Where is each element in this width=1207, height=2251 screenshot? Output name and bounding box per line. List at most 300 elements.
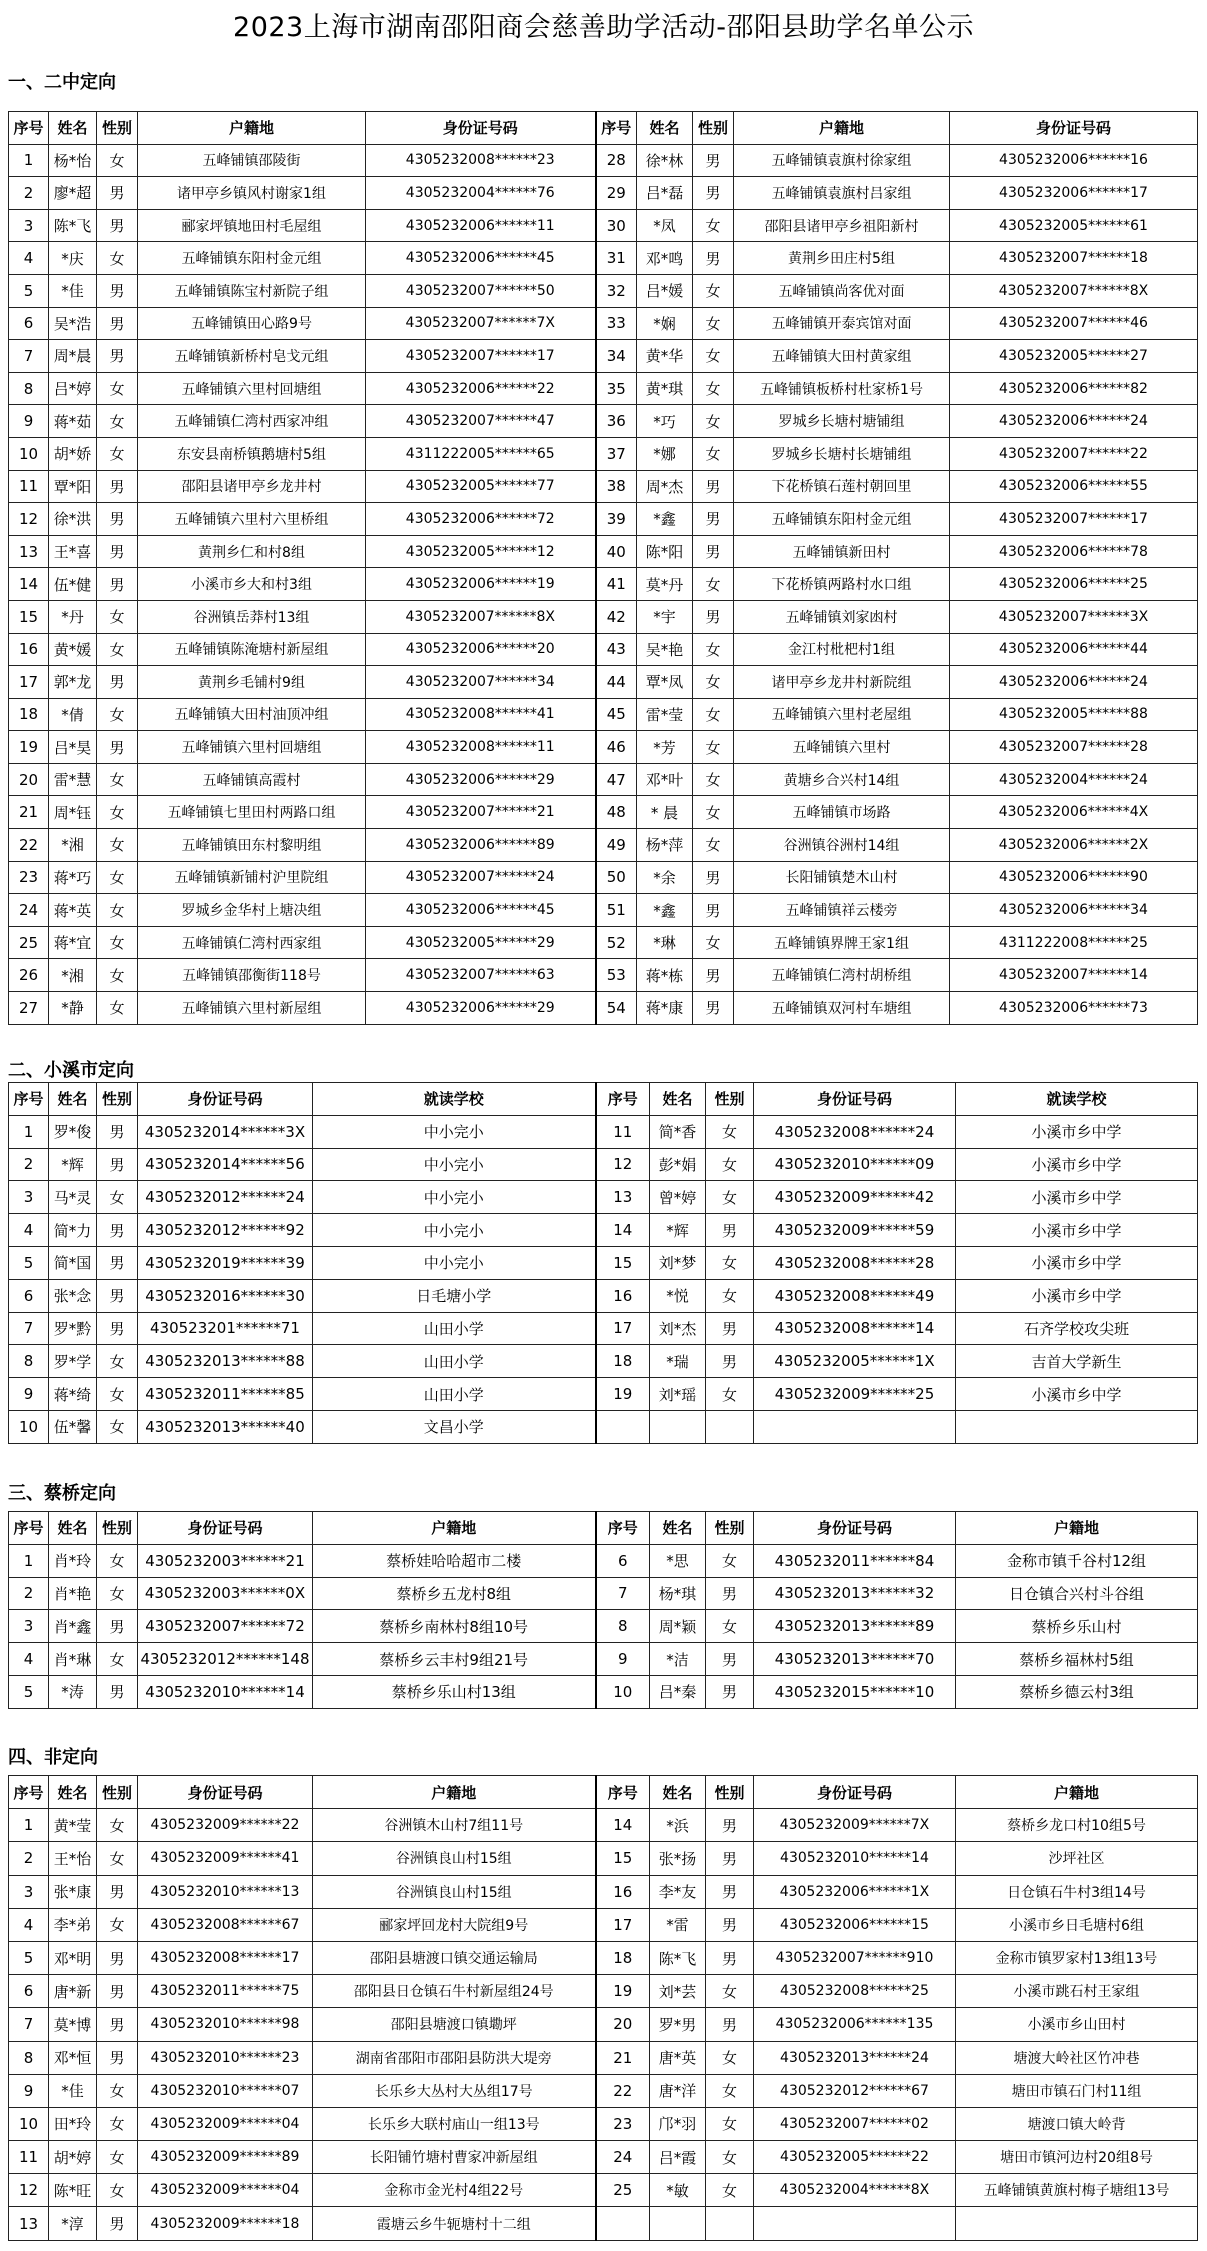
table-row [9,698,1198,731]
table-row [9,1148,1198,1181]
cell-seq: 29 [596,177,637,210]
cell-gender: 女 [706,1246,754,1279]
cell-seq: 49 [596,829,637,862]
cell-seq: 8 [9,2041,49,2074]
cell-col5: 4311222008******25 [950,926,1198,959]
cell-col4: 五峰铺镇大田村油顶冲组 [138,698,366,731]
cell-seq: 9 [9,405,49,438]
cell-seq: 23 [596,2107,650,2140]
header-cell: 姓名 [650,1083,706,1116]
cell-col5: 4305232007******7X [366,307,596,340]
cell-gender: 男 [97,307,138,340]
table-row [9,2207,1198,2240]
cell-col5: 中小完小 [313,1181,596,1214]
table-row [9,926,1198,959]
cell-gender: 女 [97,1809,138,1842]
cell-seq: 50 [596,861,637,894]
cell-seq: 30 [596,209,637,242]
cell-col5: 4305232006******25 [950,568,1198,601]
header-cell: 户籍地 [313,1512,596,1545]
header-cell: 姓名 [49,112,97,145]
cell-col4: 4305232011******84 [754,1544,956,1577]
cell-gender: 女 [97,926,138,959]
table-row [9,992,1198,1025]
table-row [9,1975,1198,2008]
cell-gender: 女 [97,1643,138,1676]
cell-name: 唐*英 [650,2041,706,2074]
cell-seq: 4 [9,1908,49,1941]
cell-seq: 9 [9,2074,49,2107]
header-cell: 户籍地 [734,112,950,145]
cell-col4: 4305232008******25 [754,1975,956,2008]
cell-seq: 6 [9,307,49,340]
cell-name: 邓*恒 [49,2041,97,2074]
cell-gender: 男 [97,470,138,503]
cell-col4: 邵阳县诸甲亭乡祖阳新村 [734,209,950,242]
cell-seq: 13 [9,2207,49,2240]
cell-col4: 4305232013******88 [138,1345,313,1378]
cell-name: 张*念 [49,1279,97,1312]
cell-seq: 36 [596,405,637,438]
cell-name: *浜 [650,1809,706,1842]
cell-gender: 女 [97,2107,138,2140]
cell-gender: 男 [97,1975,138,2008]
cell-gender: 女 [693,405,734,438]
cell-gender: 男 [693,470,734,503]
cell-seq: 5 [9,274,49,307]
cell-gender: 女 [97,1181,138,1214]
cell-gender: 女 [693,340,734,373]
table-row [9,861,1198,894]
cell-col5: 谷洲镇良山村15组 [313,1842,596,1875]
cell-col4: 诸甲亭乡镇风村谢家1组 [138,177,366,210]
cell-seq: 32 [596,274,637,307]
cell-col5: 4305232006******55 [950,470,1198,503]
cell-gender: 女 [706,1148,754,1181]
cell-col4: 谷洲镇谷洲村14组 [734,829,950,862]
cell-seq: 9 [9,1378,49,1411]
cell-name: 肖*鑫 [49,1610,97,1643]
cell-seq: 3 [9,1875,49,1908]
cell-name: 张*扬 [650,1842,706,1875]
cell-col4: 4305232011******75 [138,1975,313,2008]
cell-col4: 五峰铺镇板桥村杜家桥1号 [734,372,950,405]
cell-col4: 五峰铺镇邵陵街 [138,144,366,177]
cell-col4 [754,2207,956,2240]
cell-col5: 4305232007******14 [950,959,1198,992]
cell-name: 吕*昊 [49,731,97,764]
cell-gender: 女 [97,1577,138,1610]
cell-col4: 五峰铺镇双河村车塘组 [734,992,950,1025]
header-cell: 身份证号码 [138,1083,313,1116]
table-row [9,1312,1198,1345]
cell-col5: 邵阳县日仓镇石牛村新屋组24号 [313,1975,596,2008]
cell-gender: 男 [706,1643,754,1676]
cell-gender: 女 [706,2041,754,2074]
cell-col4: 五峰铺镇六里村新屋组 [138,992,366,1025]
cell-gender: 男 [706,1675,754,1708]
cell-col5: 日仓镇石牛村3组14号 [956,1875,1198,1908]
cell-gender: 女 [693,926,734,959]
cell-col5: 4305232006******4X [950,796,1198,829]
cell-name: 肖*琳 [49,1643,97,1676]
table-row [9,2008,1198,2041]
cell-col5: 4305232004******24 [950,763,1198,796]
cell-gender: 女 [97,959,138,992]
cell-name: 杨*萍 [637,829,693,862]
cell-name: 陈*阳 [637,535,693,568]
cell-name: *瑞 [650,1345,706,1378]
cell-name: 刘*芸 [650,1975,706,2008]
cell-seq: 14 [9,568,49,601]
cell-col5: 4305232006******29 [366,763,596,796]
cell-col5: 吉首大学新生 [956,1345,1198,1378]
header-cell: 性别 [97,112,138,145]
cell-gender: 女 [97,1410,138,1443]
cell-col5: 小溪市乡中学 [956,1279,1198,1312]
cell-name: 蒋*康 [637,992,693,1025]
cell-col4: 4305232006******1X [754,1875,956,1908]
cell-seq [596,1410,650,1443]
cell-col5: 4305232005******12 [366,535,596,568]
cell-name: *余 [637,861,693,894]
cell-col5: 4305232007******34 [366,666,596,699]
cell-name: *静 [49,992,97,1025]
cell-col4: 黄荆乡田庄村5组 [734,242,950,275]
header-cell: 户籍地 [956,1512,1198,1545]
cell-gender: 男 [706,1842,754,1875]
cell-gender: 女 [97,1378,138,1411]
cell-gender: 男 [97,1246,138,1279]
cell-gender: 女 [706,2074,754,2107]
cell-seq: 23 [9,861,49,894]
table-row [9,2174,1198,2207]
header-cell: 身份证号码 [754,1776,956,1809]
cell-name [650,1410,706,1443]
cell-col5: 4305232007******17 [366,340,596,373]
cell-gender: 男 [97,2008,138,2041]
cell-gender: 男 [97,1610,138,1643]
cell-col4: 4305232005******1X [754,1345,956,1378]
cell-seq: 17 [9,666,49,699]
cell-col5: 郦家坪回龙村大院组9号 [313,1908,596,1941]
cell-col5: 湖南省邵阳市邵阳县防洪大堤旁 [313,2041,596,2074]
cell-gender: 男 [693,959,734,992]
table-row [9,1115,1198,1148]
cell-name: *湘 [49,829,97,862]
cell-name: *涛 [49,1675,97,1708]
cell-col4: 诸甲亭乡龙井村新院组 [734,666,950,699]
cell-col5: 中小完小 [313,1115,596,1148]
cell-col5: 4305232006******29 [366,992,596,1025]
cell-gender: 女 [706,1279,754,1312]
cell-name: 彭*娟 [650,1148,706,1181]
cell-name: 曾*婷 [650,1181,706,1214]
cell-seq: 5 [9,1941,49,1974]
cell-name: 刘*梦 [650,1246,706,1279]
cell-name: 莫*丹 [637,568,693,601]
cell-name: 邝*羽 [650,2107,706,2140]
cell-col5 [956,1410,1198,1443]
cell-col5: 4305232006******89 [366,829,596,862]
header-cell: 性别 [693,112,734,145]
cell-name: 周*钰 [49,796,97,829]
cell-col4: 五峰铺镇仁湾村胡桥组 [734,959,950,992]
cell-gender: 男 [97,731,138,764]
cell-name: 张*康 [49,1875,97,1908]
cell-col5: 4305232006******34 [950,894,1198,927]
cell-col5: 塘渡口镇大岭背 [956,2107,1198,2140]
table-row [9,535,1198,568]
cell-name: *敏 [650,2174,706,2207]
cell-seq: 2 [9,1842,49,1875]
cell-seq: 1 [9,1115,49,1148]
cell-seq: 25 [596,2174,650,2207]
student-table [8,1082,1198,1444]
header-cell: 姓名 [49,1083,97,1116]
cell-col4: 五峰铺镇邵衡街118号 [138,959,366,992]
cell-col4: 谷洲镇岳莽村13组 [138,600,366,633]
table-row [9,1941,1198,1974]
cell-col5: 4305232007******50 [366,274,596,307]
cell-name: *辉 [49,1148,97,1181]
cell-name: 刘*杰 [650,1312,706,1345]
table-row [9,340,1198,373]
cell-col4: 4305232012******24 [138,1181,313,1214]
table-row [9,666,1198,699]
cell-gender: 女 [693,796,734,829]
cell-gender: 男 [97,1148,138,1181]
cell-col5: 蔡桥乡云丰村9组21号 [313,1643,596,1676]
cell-col5: 塘田市镇石门村11组 [956,2074,1198,2107]
cell-gender: 男 [706,1941,754,1974]
cell-col4: 4305232008******28 [754,1246,956,1279]
cell-seq: 11 [9,470,49,503]
cell-col4: 五峰铺镇六里村 [734,731,950,764]
header-row [9,1083,1198,1116]
cell-seq: 45 [596,698,637,731]
cell-gender: 女 [97,242,138,275]
cell-seq: 24 [9,894,49,927]
cell-col4: 五峰铺镇仁湾村西家冲组 [138,405,366,438]
cell-name: 覃*凤 [637,666,693,699]
cell-col5: 4305232007******46 [950,307,1198,340]
cell-col5: 4305232008******23 [366,144,596,177]
cell-gender: 女 [693,763,734,796]
cell-name: *鑫 [637,894,693,927]
cell-col5: 4305232006******44 [950,633,1198,666]
cell-seq: 20 [596,2008,650,2041]
header-cell: 性别 [97,1083,138,1116]
cell-seq: 11 [596,1115,650,1148]
cell-name: 简*国 [49,1246,97,1279]
cell-col4: 五峰铺镇陈淹塘村新屋组 [138,633,366,666]
cell-gender: 男 [693,177,734,210]
cell-gender: 男 [706,1312,754,1345]
cell-seq: 46 [596,731,637,764]
cell-col5: 塘田市镇河边村20组8号 [956,2141,1198,2174]
cell-seq: 19 [9,731,49,764]
table-row [9,1410,1198,1443]
cell-seq: 9 [596,1643,650,1676]
cell-name: *娜 [637,437,693,470]
cell-col5: 4305232005******27 [950,340,1198,373]
header-cell: 身份证号码 [754,1512,956,1545]
header-cell: 户籍地 [138,112,366,145]
cell-name: 刘*瑶 [650,1378,706,1411]
header-cell: 身份证号码 [138,1776,313,1809]
cell-col4: 4305232009******04 [138,2174,313,2207]
cell-col4: 五峰铺镇大田村黄家组 [734,340,950,373]
cell-col4: 黄荆乡毛铺村9组 [138,666,366,699]
cell-col5: 4305232006******16 [950,144,1198,177]
cell-gender: 女 [693,829,734,862]
cell-col5: 4305232005******29 [366,926,596,959]
cell-seq: 15 [9,600,49,633]
cell-name: 马*灵 [49,1181,97,1214]
header-cell: 序号 [596,1512,650,1545]
cell-name: 罗*学 [49,1345,97,1378]
cell-col4: 4305232003******0X [138,1577,313,1610]
cell-gender: 女 [706,1181,754,1214]
cell-col5: 金称市金光村4组22号 [313,2174,596,2207]
cell-col5: 塘渡大岭社区竹冲巷 [956,2041,1198,2074]
cell-seq: 3 [9,209,49,242]
table-row [9,600,1198,633]
cell-col4: 4305232006******135 [754,2008,956,2041]
cell-col5: 4305232006******24 [950,405,1198,438]
cell-seq: 13 [596,1181,650,1214]
table-row [9,1181,1198,1214]
cell-col4 [754,1410,956,1443]
cell-seq: 31 [596,242,637,275]
cell-col5: 4305232006******20 [366,633,596,666]
cell-col4: 郦家坪镇地田村毛屋组 [138,209,366,242]
cell-name: *鑫 [637,503,693,536]
cell-name: 蒋*栋 [637,959,693,992]
cell-seq: 18 [596,1345,650,1378]
cell-gender: 女 [706,1115,754,1148]
cell-name: *宇 [637,600,693,633]
header-cell: 姓名 [49,1776,97,1809]
section-heading: 一、二中定向 [8,72,116,93]
cell-gender: 女 [693,731,734,764]
cell-col5: 4305232007******8X [950,274,1198,307]
cell-name: 胡*婷 [49,2141,97,2174]
cell-col4: 4305232013******70 [754,1643,956,1676]
cell-col5: 小溪市乡中学 [956,1148,1198,1181]
cell-gender: 男 [97,1675,138,1708]
cell-col4: 4305232010******14 [138,1675,313,1708]
cell-name: *庆 [49,242,97,275]
cell-seq: 19 [596,1975,650,2008]
cell-seq: 41 [596,568,637,601]
cell-name: 雷*慧 [49,763,97,796]
cell-name: 杨*怡 [49,144,97,177]
cell-col5: 日仓镇合兴村斗谷组 [956,1577,1198,1610]
cell-name: *悦 [650,1279,706,1312]
cell-col5: 4305232007******18 [950,242,1198,275]
cell-gender: 男 [97,177,138,210]
cell-col4: 4305232010******13 [138,1875,313,1908]
cell-col5: 蔡桥乡福林村5组 [956,1643,1198,1676]
cell-col5: 4305232007******28 [950,731,1198,764]
table-row [9,307,1198,340]
cell-col4: 4305232005******22 [754,2141,956,2174]
cell-gender: 男 [693,242,734,275]
table-row [9,894,1198,927]
cell-col4: 4305232010******23 [138,2041,313,2074]
cell-name: *琳 [637,926,693,959]
cell-name: *巧 [637,405,693,438]
cell-seq: 47 [596,763,637,796]
cell-seq: 4 [9,242,49,275]
cell-col5: 中小完小 [313,1214,596,1247]
cell-name: *芳 [637,731,693,764]
cell-seq: 1 [9,1544,49,1577]
cell-name: 胡*娇 [49,437,97,470]
cell-col4: 4305232009******25 [754,1378,956,1411]
cell-name: 周*杰 [637,470,693,503]
cell-gender: 女 [97,2141,138,2174]
cell-col4: 4305232014******3X [138,1115,313,1148]
cell-seq: 22 [596,2074,650,2107]
table-row [9,437,1198,470]
cell-col4: 4305232010******09 [754,1148,956,1181]
cell-seq: 54 [596,992,637,1025]
cell-name: 蒋*英 [49,894,97,927]
table-row [9,372,1198,405]
cell-gender: 男 [97,503,138,536]
cell-col4: 4305232013******40 [138,1410,313,1443]
cell-col4: 五峰铺镇新田村 [734,535,950,568]
cell-gender: 男 [97,1941,138,1974]
cell-col5: 4305232004******76 [366,177,596,210]
cell-col5: 4305232006******45 [366,242,596,275]
cell-name: *雷 [650,1908,706,1941]
cell-col4: 五峰铺镇袁旗村徐家组 [734,144,950,177]
cell-col5: 邵阳县塘渡口镇墈坪 [313,2008,596,2041]
cell-gender: 男 [97,568,138,601]
cell-name: 吕*媛 [637,274,693,307]
cell-name: 肖*玲 [49,1544,97,1577]
table-row [9,2107,1198,2140]
cell-gender: 女 [706,1544,754,1577]
cell-name: *思 [650,1544,706,1577]
cell-col4: 4305232008******24 [754,1115,956,1148]
cell-seq: 6 [9,1279,49,1312]
cell-name: 罗*男 [650,2008,706,2041]
cell-gender: 女 [97,2074,138,2107]
cell-col4: 4305232008******67 [138,1908,313,1941]
cell-gender: 男 [97,1115,138,1148]
table-row [9,959,1198,992]
cell-name: 肖*艳 [49,1577,97,1610]
cell-name: *湘 [49,959,97,992]
cell-gender [706,1410,754,1443]
cell-col4: 4305232008******14 [754,1312,956,1345]
cell-col5: 4305232006******45 [366,894,596,927]
table-row [9,1214,1198,1247]
cell-col5: 小溪市乡中学 [956,1115,1198,1148]
cell-name: 徐*林 [637,144,693,177]
header-cell: 姓名 [49,1512,97,1545]
cell-col4: 五峰铺镇田心路9号 [138,307,366,340]
cell-col5: 4305232005******77 [366,470,596,503]
cell-gender: 女 [706,1610,754,1643]
cell-col4: 五峰铺镇东阳村金元组 [734,503,950,536]
table-row [9,1908,1198,1941]
